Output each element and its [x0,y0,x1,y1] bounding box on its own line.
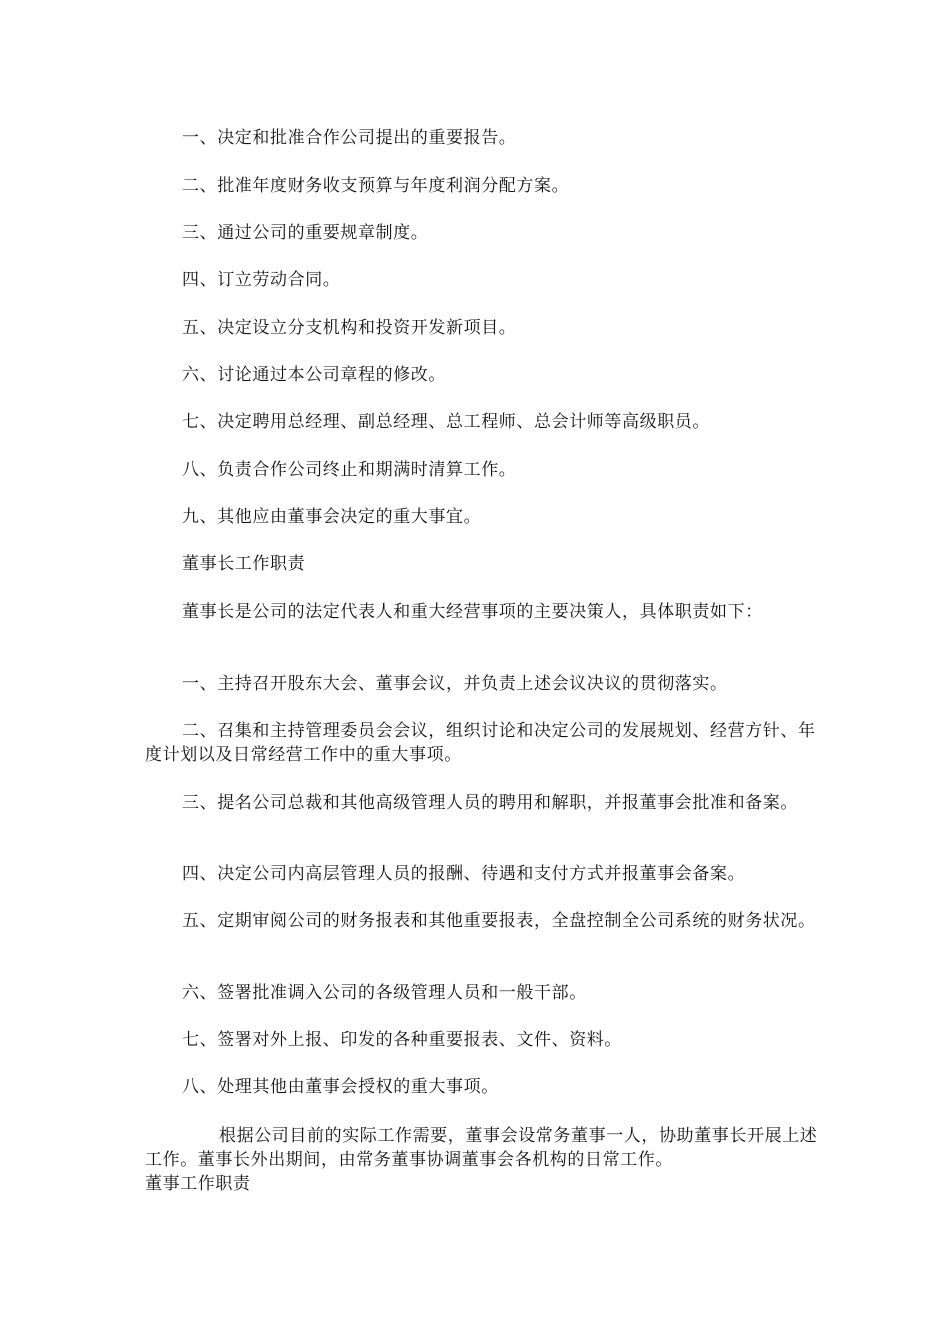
board-duty-6: 六、讨论通过本公司章程的修改。 [182,365,446,385]
chairman-heading: 董事长工作职责 [182,554,306,574]
chairman-duty-8: 八、处理其他由董事会授权的重大事项。 [182,1077,499,1097]
board-duty-7: 七、决定聘用总经理、副总经理、总工程师、总会计师等高级职员。 [182,412,710,432]
chairman-duty-7: 七、签署对外上报、印发的各种重要报表、文件、资料。 [182,1030,622,1050]
board-duty-3: 三、通过公司的重要规章制度。 [182,223,429,243]
director-heading: 董事工作职责 [145,1174,251,1194]
board-duty-9: 九、其他应由董事会决定的重大事宜。 [182,507,482,527]
board-duty-5: 五、决定设立分支机构和投资开发新项目。 [182,318,517,338]
chairman-duty-6: 六、签署批准调入公司的各级管理人员和一般干部。 [182,983,587,1003]
chairman-duty-2: 二、召集和主持管理委员会会议，组织讨论和决定公司的发展规划、经营方针、年度计划以及日常经营工作中的重大事项。 [145,721,816,765]
closing-paragraph: 根据公司目前的实际工作需要，董事会设常务董事一人，协助董事长开展上述工作。董事长外出期间，由常务董事协调董事会各机构的日常工作。 [145,1126,818,1170]
chairman-duty-5: 五、定期审阅公司的财务报表和其他重要报表，全盘控制全公司系统的财务状况。 [182,911,816,931]
board-duty-4: 四、订立劳动合同。 [182,270,341,290]
board-duty-8: 八、负责合作公司终止和期满时清算工作。 [182,460,517,480]
chairman-duty-4: 四、决定公司内高层管理人员的报酬、待遇和支付方式并报董事会备案。 [182,864,746,884]
chairman-duty-3: 三、提名公司总裁和其他高级管理人员的聘用和解职，并报董事会批准和备案。 [182,793,798,813]
board-duty-1: 一、决定和批准合作公司提出的重要报告。 [182,128,517,148]
chairman-intro: 董事长是公司的法定代表人和重大经营事项的主要决策人，具体职责如下： [182,602,763,622]
chairman-duty-1: 一、主持召开股东大会、董事会议，并负责上述会议决议的贯彻落实。 [182,674,728,694]
board-duty-2: 二、批准年度财务收支预算与年度利润分配方案。 [182,176,570,196]
